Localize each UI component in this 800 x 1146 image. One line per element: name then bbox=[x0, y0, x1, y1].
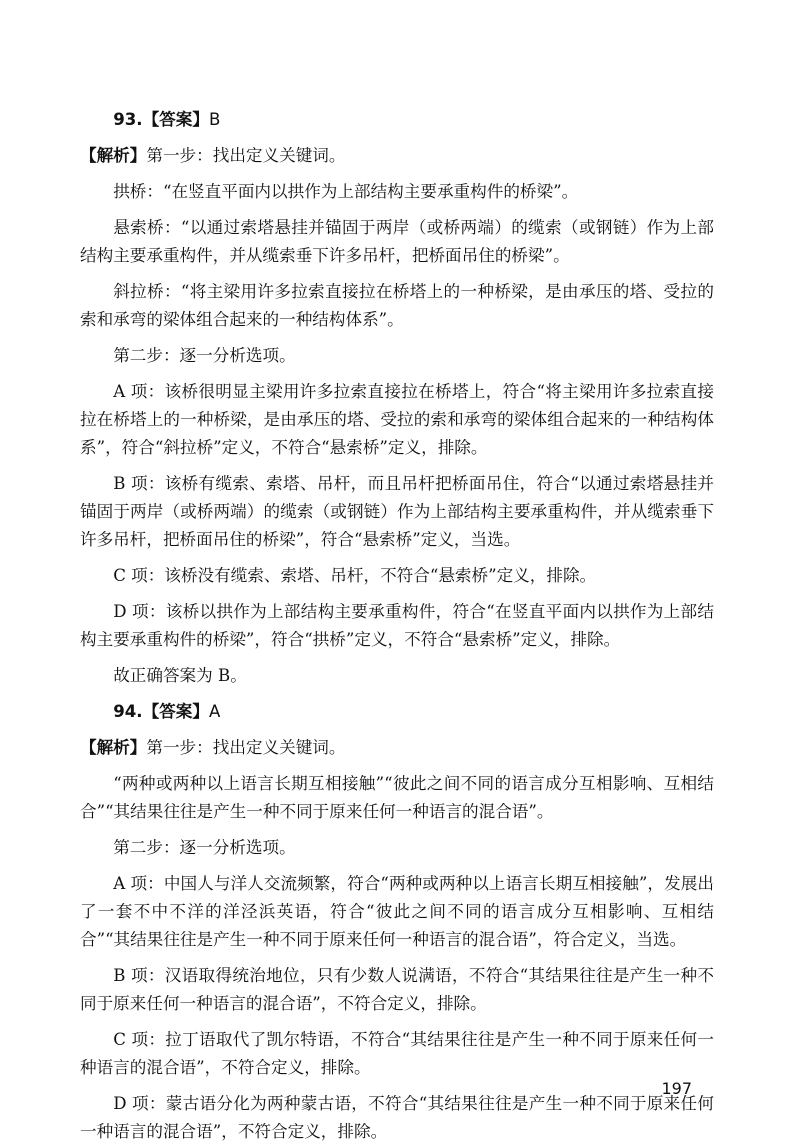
q94-answer: A bbox=[208, 702, 221, 721]
q93-paragraph: D 项：该桥以拱作为上部结构主要承重构件，符合“在竖直平面内以拱作为上部结构主要承重构件的桥梁”，符合“拱桥”定义，不符合“悬索桥”定义，排除。 bbox=[80, 602, 714, 649]
q94-analysis-line bbox=[80, 734, 714, 762]
q93-number: 93. bbox=[113, 110, 143, 129]
q93-answer-line bbox=[80, 106, 714, 134]
q94-paragraph: C 项：拉丁语取代了凯尔特语，不符合“其结果往往是产生一种不同于原来任何一种语言的混合语”，不符合定义，排除。 bbox=[80, 1030, 714, 1077]
q93-answer: B bbox=[208, 110, 221, 129]
q93-paragraph: 拱桥：“在竖直平面内以拱作为上部结构主要承重构件的桥梁”。 bbox=[113, 182, 579, 201]
q94-paragraph: A 项：中国人与洋人交流频繁，符合“两种或两种以上语言长期互相接触”，发展出了一套不中不洋的洋泾浜英语，符合“彼此之间不同的语言成分互相影响、互相结合”“其结果往往是产生一种不同于原来任何一种语言的混合语”，符合定义，当选。 bbox=[80, 874, 714, 949]
q94-number: 94. bbox=[113, 702, 143, 721]
q93-paragraph: 悬索桥：“以通过索塔悬挂并锚固于两岸（或桥两端）的缆索（或钢链）作为上部结构主要承重构件，并从缆索垂下许多吊杆，把桥面吊住的桥梁”。 bbox=[80, 218, 714, 265]
q94-step1: 第一步：找出定义关键词。 bbox=[146, 738, 346, 757]
q93-paragraph: 第二步：逐一分析选项。 bbox=[113, 346, 296, 365]
q94-paragraph: “两种或两种以上语言长期互相接触”“彼此之间不同的语言成分互相影响、互相结合”“其结果往往是产生一种不同于原来任何一种语言的混合语”。 bbox=[80, 774, 714, 821]
q94-answer-tag: 【答案】 bbox=[142, 702, 209, 721]
q93-paragraph: 斜拉桥：“将主梁用许多拉索直接拉在桥塔上的一种桥梁，是由承压的塔、受拉的索和承弯的梁体组合起来的一种结构体系”。 bbox=[80, 282, 714, 329]
q93-paragraph: B 项：该桥有缆索、索塔、吊杆，而且吊杆把桥面吊住，符合“以通过索塔悬挂并锚固于两岸（或桥两端）的缆索（或钢链）作为上部结构主要承重构件，并从缆索垂下许多吊杆，把桥面吊住的桥梁”，符合“悬索桥”定义，当选。 bbox=[80, 474, 714, 549]
q94-answer-line bbox=[80, 698, 714, 726]
q94-paragraph: D 项：蒙古语分化为两种蒙古语，不符合“其结果往往是产生一种不同于原来任何一种语言的混合语”，不符合定义，排除。 bbox=[80, 1094, 714, 1141]
q93-paragraph: C 项：该桥没有缆索、索塔、吊杆，不符合“悬索桥”定义，排除。 bbox=[113, 566, 597, 585]
q94-paragraph: 第二步：逐一分析选项。 bbox=[113, 838, 296, 857]
q93-paragraph: 故正确答案为 B。 bbox=[113, 666, 247, 685]
q93-analysis-line bbox=[80, 142, 714, 170]
q93-step1: 第一步：找出定义关键词。 bbox=[146, 146, 346, 165]
q93-paragraph: A 项：该桥很明显主梁用许多拉索直接拉在桥塔上，符合“将主梁用许多拉索直接拉在桥塔上的一种桥梁，是由承压的塔、受拉的索和承弯的梁体组合起来的一种结构体系”，符合“斜拉桥”定义，不符合“悬索桥”定义，排除。 bbox=[80, 382, 714, 457]
q94-paragraph: B 项：汉语取得统治地位，只有少数人说满语，不符合“其结果往往是产生一种不同于原来任何一种语言的混合语”，不符合定义，排除。 bbox=[80, 966, 714, 1013]
page-number: 197 bbox=[661, 1079, 692, 1098]
q93-answer-tag: 【答案】 bbox=[142, 110, 209, 129]
q93-analysis-tag: 【解析】 bbox=[80, 146, 147, 165]
q94-analysis-tag: 【解析】 bbox=[80, 738, 147, 757]
